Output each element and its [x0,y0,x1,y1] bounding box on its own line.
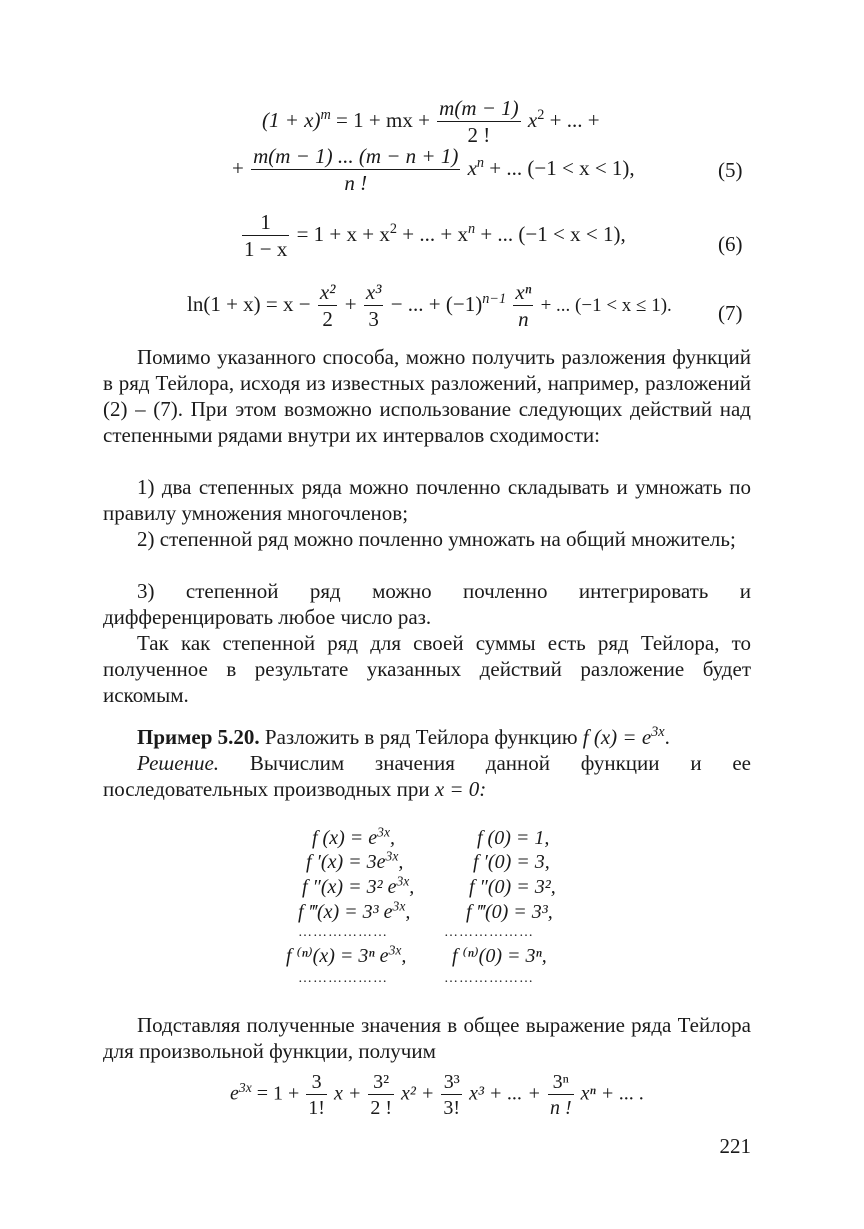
eq6-tail: + ... (−1 < x < 1), [480,221,626,246]
eq7-f1-num: x² [319,280,336,304]
eq7-op1: + [344,291,357,316]
eq5-frac1-den: 2 ! [437,121,521,146]
d1-left-tail: , [398,851,404,873]
list-item-3: 3) степенной ряд можно почленно интегрировать и дифференцировать любое число раз. [103,579,751,629]
equation-number-6: (6) [718,232,743,256]
t3-den: 3! [441,1094,462,1118]
d0-left-tail: , [389,827,395,849]
series-term-1 [306,1072,327,1118]
equation-7 [187,282,672,330]
solution-paragraph [103,750,751,802]
eq6-rhs-b-exp: n [467,220,476,237]
derivative-row-3-left [298,898,411,923]
paragraph-conclusion: Так как степенной ряд для своей суммы есть ряд Тейлора, то полученное в результате указанных действий разложение будет искомым. [103,631,751,707]
eq5-lead: + [232,155,244,180]
derivative-row-0-left [312,824,395,849]
eq5-rhs-a: = 1 + mx + [336,107,430,132]
d3-left-tail: , [405,901,411,923]
dn-left-exp: 3x [388,942,402,958]
series-eq: = 1 + [256,1082,300,1105]
d0-left-exp: 3x [377,824,390,840]
example-text: Разложить в ряд Тейлора функцию [264,725,578,749]
equation-5-line-2 [232,146,635,194]
equation-number-7: (7) [718,301,743,325]
dots-left-1: ……………… [298,925,388,940]
eq5-lhs: (1 + x) [262,107,321,132]
eq5-frac1-num: m(m − 1) [439,96,519,120]
eq7-fraction-1 [318,282,338,330]
eq5-fraction-2 [251,146,460,194]
tn-den: n ! [548,1094,574,1118]
eq6-frac-den: 1 − x [244,237,288,261]
eq5-frac2-den: n ! [251,169,460,194]
dn-left-tail: , [401,945,407,967]
dots-right-1: ……………… [444,925,534,940]
eq5-tail: + ... (−1 < x < 1), [489,155,635,180]
t1-x: x + [333,1082,362,1105]
solution-label: Решение. [137,751,220,775]
paragraph-methods: Помимо указанного способа, можно получить разложения функций в ряд Тейлора, исходя из известных разложений, например, разложений (2) – (7). При этом возможно использование следующих действий над степенными рядами внутри их интервалов сходимости: [103,345,751,447]
t2-den: 2 ! [368,1094,394,1118]
example-label: Пример 5.20. [137,725,260,749]
eq7-tail: + ... (−1 < x ≤ 1). [540,294,672,316]
series-lhs-exp: 3x [238,1080,252,1096]
solution-text: Вычислим значения данной функции и ее последовательных производных при [103,751,752,801]
eq5-rhs-c: + ... + [549,107,600,132]
eq7-mid-exp: n−1 [482,290,507,307]
derivative-row-1-right: f ′(0) = 3, [473,851,550,873]
d1-left: f ′(x) = 3e [306,851,386,873]
eq7-f3-num: xⁿ [515,280,532,304]
eq5-frac2-num: m(m − 1) ... (m − n + 1) [253,144,459,168]
tn-num: 3ⁿ [552,1071,569,1093]
derivative-row-2-left [302,873,415,898]
tn-x: xⁿ + ... . [580,1082,645,1105]
series-lhs: e [230,1082,239,1105]
t2-num: 3² [373,1071,390,1093]
eq7-lhs: ln(1 + x) = x − [187,291,311,316]
derivative-row-3-right: f ‴(0) = 3³, [466,901,553,923]
eq7-f2-den: 3 [364,305,384,330]
series-term-3 [441,1072,462,1118]
t2-x: x² + [401,1082,435,1105]
solution-condition: x = 0: [434,777,487,801]
eq5-fraction-1 [437,98,521,146]
example-heading: Пример 5.20. Разложить в ряд Тейлора функцию f $(x) = e^{3x}$. [137,724,670,749]
derivative-row-n-left [286,942,407,967]
derivative-row-1-left [306,848,404,873]
paragraph-substitution: Подставляя полученные значения в общее выражение ряда Тейлора для произвольной функции, получим [103,1013,751,1063]
page-number: 221 [719,1134,751,1158]
eq7-fraction-2 [364,282,384,330]
equation-number-5: (5) [718,158,743,182]
d0-left: f (x) = e [312,827,378,849]
eq5-x-exp: 2 [537,106,545,123]
example-function-exp: 3x [651,724,665,741]
eq6-rhs-exp: 2 [389,220,398,237]
equation-5-line-1 [262,98,600,146]
eq7-f1-den: 2 [318,305,338,330]
eq5-x: x [527,107,538,132]
eq6-frac-num: 1 [260,210,271,234]
eq7-f3-den: n [513,305,533,330]
t1-num: 3 [311,1071,322,1093]
d2-left: f ″(x) = 3² e [302,876,397,898]
dots-right-2: ……………… [444,971,534,986]
example-function: f (x) = e [582,725,652,749]
eq5-term-exp: n [476,154,485,171]
dots-left-2: ……………… [298,971,388,986]
list-item-1: 1) два степенных ряда можно почленно складывать и умножать по правилу умножения многочленов; [103,475,751,525]
eq7-f2-num: x³ [365,280,382,304]
eq6-rhs-b: + ... + x [402,221,468,246]
d2-left-exp: 3x [396,873,410,889]
eq5-term: x [467,155,477,180]
equation-6 [240,212,626,260]
eq6-rhs: = 1 + x + x [296,221,390,246]
d3-left: f ‴(x) = 3³ e [298,901,393,923]
eq5-lhs-exp: m [320,106,331,123]
list-item-2: 2) степенной ряд можно почленно умножать на общий множитель; [137,527,736,551]
eq7-mid: − ... + (−1) [390,291,483,316]
eq7-fraction-3 [513,282,533,330]
dn-left: f ⁽ⁿ⁾(x) = 3ⁿ e [286,945,389,967]
d3-left-exp: 3x [392,898,406,914]
t3-num: 3³ [443,1071,460,1093]
derivative-row-n-right: f ⁽ⁿ⁾(0) = 3ⁿ, [452,945,547,967]
d1-left-exp: 3x [385,848,399,864]
t3-x: x³ + ... + [469,1082,541,1105]
d2-left-tail: , [409,876,415,898]
series-term-2 [368,1072,394,1118]
eq6-fraction [242,212,289,260]
final-series [230,1072,644,1118]
t1-den: 1! [306,1094,327,1118]
series-term-n [548,1072,574,1118]
derivative-row-2-right: f ″(0) = 3², [469,876,556,898]
derivative-row-0-right: f (0) = 1, [477,827,550,849]
